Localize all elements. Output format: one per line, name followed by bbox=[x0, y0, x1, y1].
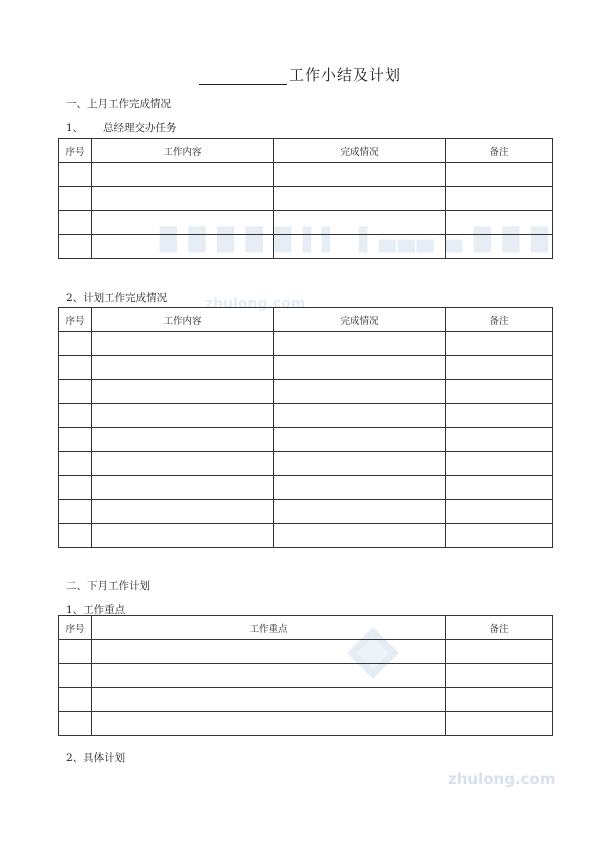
table-cell[interactable] bbox=[274, 356, 446, 380]
table-cell[interactable] bbox=[92, 163, 274, 187]
table-cell[interactable] bbox=[59, 380, 92, 404]
watermark-text: zhulong.com bbox=[205, 296, 306, 312]
table-cell[interactable] bbox=[92, 476, 274, 500]
header-cell: 序号 bbox=[59, 139, 92, 163]
table-cell[interactable] bbox=[446, 211, 553, 235]
table-cell[interactable] bbox=[274, 163, 446, 187]
table-cell[interactable] bbox=[446, 476, 553, 500]
table-cell[interactable] bbox=[274, 332, 446, 356]
header-cell: 序号 bbox=[59, 616, 92, 640]
header-cell: 工作重点 bbox=[92, 616, 446, 640]
table-row bbox=[59, 524, 553, 548]
table-row bbox=[59, 500, 553, 524]
table-cell[interactable] bbox=[59, 476, 92, 500]
table-row bbox=[59, 356, 553, 380]
header-cell: 备注 bbox=[446, 308, 553, 332]
table-cell[interactable] bbox=[446, 452, 553, 476]
table-work-focus bbox=[58, 615, 553, 736]
table-row bbox=[59, 235, 553, 259]
table-cell[interactable] bbox=[274, 380, 446, 404]
header-cell: 备注 bbox=[446, 139, 553, 163]
table-cell[interactable] bbox=[92, 524, 274, 548]
table-cell[interactable] bbox=[274, 211, 446, 235]
title-text: 工作小结及计划 bbox=[288, 66, 401, 84]
table-row bbox=[59, 380, 553, 404]
table-cell[interactable] bbox=[59, 211, 92, 235]
table-row bbox=[59, 187, 553, 211]
table-cell[interactable] bbox=[92, 688, 446, 712]
table-cell[interactable] bbox=[59, 428, 92, 452]
page-title bbox=[0, 64, 600, 85]
table-cell[interactable] bbox=[446, 332, 553, 356]
table-cell[interactable] bbox=[92, 187, 274, 211]
table-cell[interactable] bbox=[446, 500, 553, 524]
header-cell: 工作内容 bbox=[92, 139, 274, 163]
section1-sub1-num: 1、 bbox=[66, 122, 84, 134]
table-cell[interactable] bbox=[274, 428, 446, 452]
table-cell[interactable] bbox=[92, 640, 446, 664]
table-cell[interactable] bbox=[92, 404, 274, 428]
table-cell[interactable] bbox=[92, 664, 446, 688]
header-cell: 工作内容 bbox=[92, 308, 274, 332]
section1-heading: 一、上月工作完成情况 bbox=[66, 98, 171, 110]
table-cell[interactable] bbox=[274, 235, 446, 259]
table-cell[interactable] bbox=[274, 524, 446, 548]
table-cell[interactable] bbox=[446, 664, 553, 688]
table-cell[interactable] bbox=[92, 500, 274, 524]
section1-sub2-label: 2、计划工作完成情况 bbox=[66, 292, 168, 304]
table-cell[interactable] bbox=[446, 640, 553, 664]
table-cell[interactable] bbox=[446, 235, 553, 259]
table-row bbox=[59, 712, 553, 736]
table-cell[interactable] bbox=[59, 163, 92, 187]
table-cell[interactable] bbox=[92, 452, 274, 476]
table-cell[interactable] bbox=[59, 332, 92, 356]
section2-sub1-label: 1、工作重点 bbox=[66, 604, 126, 616]
table-cell[interactable] bbox=[59, 712, 92, 736]
table-cell[interactable] bbox=[59, 404, 92, 428]
watermark-corner-text: zhulong.com bbox=[448, 770, 556, 788]
table-cell[interactable] bbox=[274, 500, 446, 524]
header-cell: 完成情况 bbox=[274, 139, 446, 163]
table-cell[interactable] bbox=[446, 428, 553, 452]
table-row bbox=[59, 664, 553, 688]
section1-sub1-label: 总经理交办任务 bbox=[103, 122, 177, 134]
watermark-banner: █ █ █ █ █ ▌▌ ▐ ▄▄▄ ▄ █ █ █ bbox=[160, 228, 551, 253]
table-header-row bbox=[59, 308, 553, 332]
table-cell[interactable] bbox=[446, 380, 553, 404]
table-cell[interactable] bbox=[59, 235, 92, 259]
table-header-row bbox=[59, 616, 553, 640]
table-cell[interactable] bbox=[274, 404, 446, 428]
table-cell[interactable] bbox=[59, 187, 92, 211]
header-cell: 完成情况 bbox=[274, 308, 446, 332]
table-cell[interactable] bbox=[446, 187, 553, 211]
table-cell[interactable] bbox=[59, 356, 92, 380]
section2-heading: 二、下月工作计划 bbox=[66, 580, 150, 592]
table-cell[interactable] bbox=[59, 640, 92, 664]
table-row bbox=[59, 688, 553, 712]
header-cell: 备注 bbox=[446, 616, 553, 640]
table-cell[interactable] bbox=[446, 712, 553, 736]
table-row bbox=[59, 211, 553, 235]
table-cell[interactable] bbox=[59, 452, 92, 476]
table-row bbox=[59, 452, 553, 476]
table-planned-work bbox=[58, 307, 553, 548]
table-row bbox=[59, 163, 553, 187]
table-cell[interactable] bbox=[274, 476, 446, 500]
table-cell[interactable] bbox=[59, 664, 92, 688]
table-cell[interactable] bbox=[92, 235, 274, 259]
table-assigned-tasks bbox=[58, 138, 553, 259]
table-cell[interactable] bbox=[92, 211, 274, 235]
table-row bbox=[59, 332, 553, 356]
table-cell[interactable] bbox=[274, 452, 446, 476]
table-cell[interactable] bbox=[274, 187, 446, 211]
table-cell[interactable] bbox=[92, 380, 274, 404]
table-cell[interactable] bbox=[59, 524, 92, 548]
table-header-row bbox=[59, 139, 553, 163]
header-cell: 序号 bbox=[59, 308, 92, 332]
table-cell[interactable] bbox=[92, 332, 274, 356]
table-cell[interactable] bbox=[446, 163, 553, 187]
table-cell[interactable] bbox=[446, 356, 553, 380]
table-cell[interactable] bbox=[446, 524, 553, 548]
table-row bbox=[59, 640, 553, 664]
table-cell[interactable] bbox=[92, 356, 274, 380]
table-cell[interactable] bbox=[59, 688, 92, 712]
table-cell[interactable] bbox=[92, 712, 446, 736]
section2-sub2-label: 2、具体计划 bbox=[66, 752, 126, 764]
title-blank-line bbox=[199, 70, 287, 85]
table-row bbox=[59, 428, 553, 452]
table-cell[interactable] bbox=[92, 428, 274, 452]
table-row bbox=[59, 476, 553, 500]
table-cell[interactable] bbox=[446, 404, 553, 428]
table-cell[interactable] bbox=[59, 500, 92, 524]
table-cell[interactable] bbox=[446, 688, 553, 712]
table-row bbox=[59, 404, 553, 428]
